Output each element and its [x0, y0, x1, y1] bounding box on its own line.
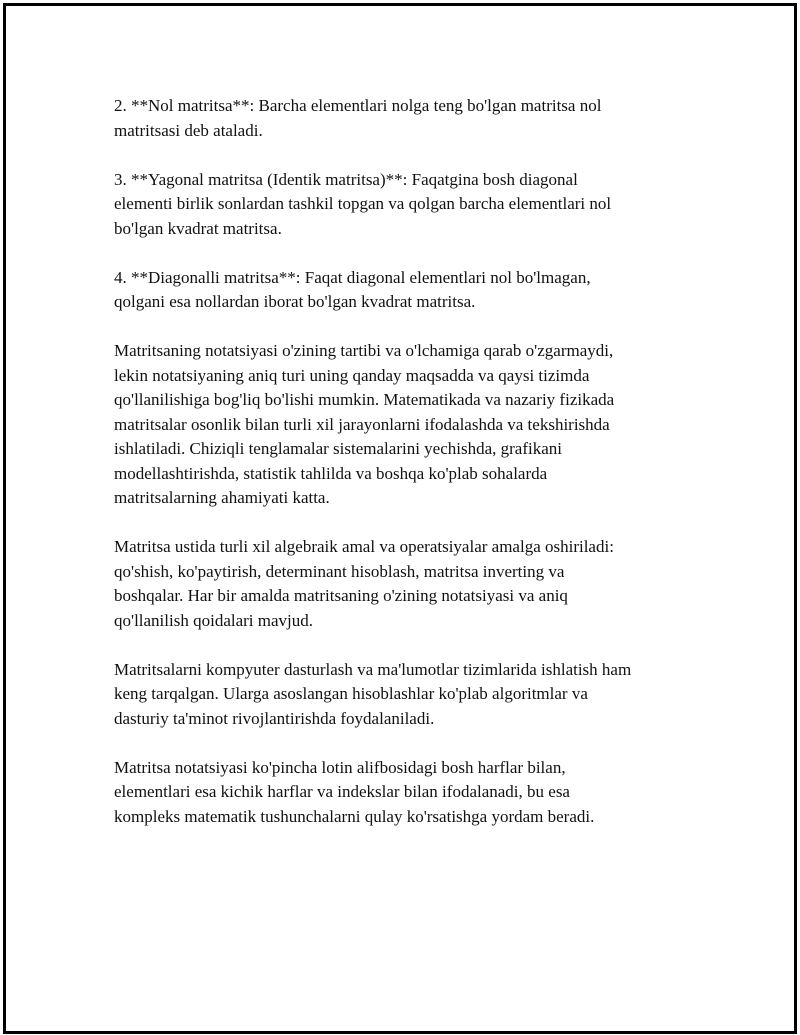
paragraph-operations: Matritsa ustida turli xil algebraik amal va operatsiyalar amalga oshiriladi: qo'shish, ko'paytirish, determinant hisoblash, matritsa inverting va boshqalar. Har bir amalda matritsaning o'zining notatsiyasi va aniq qo'llanilish qoidalari mavjud. — [114, 537, 614, 630]
document-body — [114, 94, 704, 854]
paragraph-letters: Matritsa notatsiyasi ko'pincha lotin alifbosidagi bosh harflar bilan, elementlari esa kichik harflar va indekslar bilan ifodalanadi, bu esa kompleks matematik tushunchalarni qulay ko'rsatishga yordam beradi. — [114, 757, 595, 826]
paragraph-identity-matrix: 3. **Yagonal matritsa (Identik matritsa)**: Faqatgina bosh diagonal elementi birlik sonlardan tashkil topgan va qolgan barcha elementlari nol bo'lgan kvadrat matritsa. — [114, 169, 612, 238]
paragraph-programming: Matritsalarni kompyuter dasturlash va ma'lumotlar tizimlarida ishlatish ham keng tarqalgan. Ularga asoslangan hisoblashlar ko'plab algoritmlar va dasturiy ta'minot rivojlantirishda foydalaniladi. — [114, 659, 632, 728]
paragraph-notation: Matritsaning notatsiyasi o'zining tartibi va o'lchamiga qarab o'zgarmaydi, lekin notatsiyaning aniq turi uning qanday maqsadda va qaysi tizimda qo'llanilishiga bog'liq bo'lishi mumkin. Matematikada va nazariy fizikada matritsalar osonlik bilan turli xil jarayonlarni ifodalashda va tekshirishda ishlatiladi. Chiziqli tenglamalar sistemalarini yechishda, grafikani modellashtirishda, statistik tahlilda va boshqa ko'plab sohalarda matritsalarning ahamiyati katta. — [114, 341, 615, 507]
paragraph-zero-matrix: 2. **Nol matritsa**: Barcha elementlari nolga teng bo'lgan matritsa nol matritsasi deb ataladi. — [114, 96, 602, 140]
paragraph-diagonal-matrix: 4. **Diagonalli matritsa**: Faqat diagonal elementlari nol bo'lmagan, qolgani esa nollardan iborat bo'lgan kvadrat matritsa. — [114, 267, 591, 311]
